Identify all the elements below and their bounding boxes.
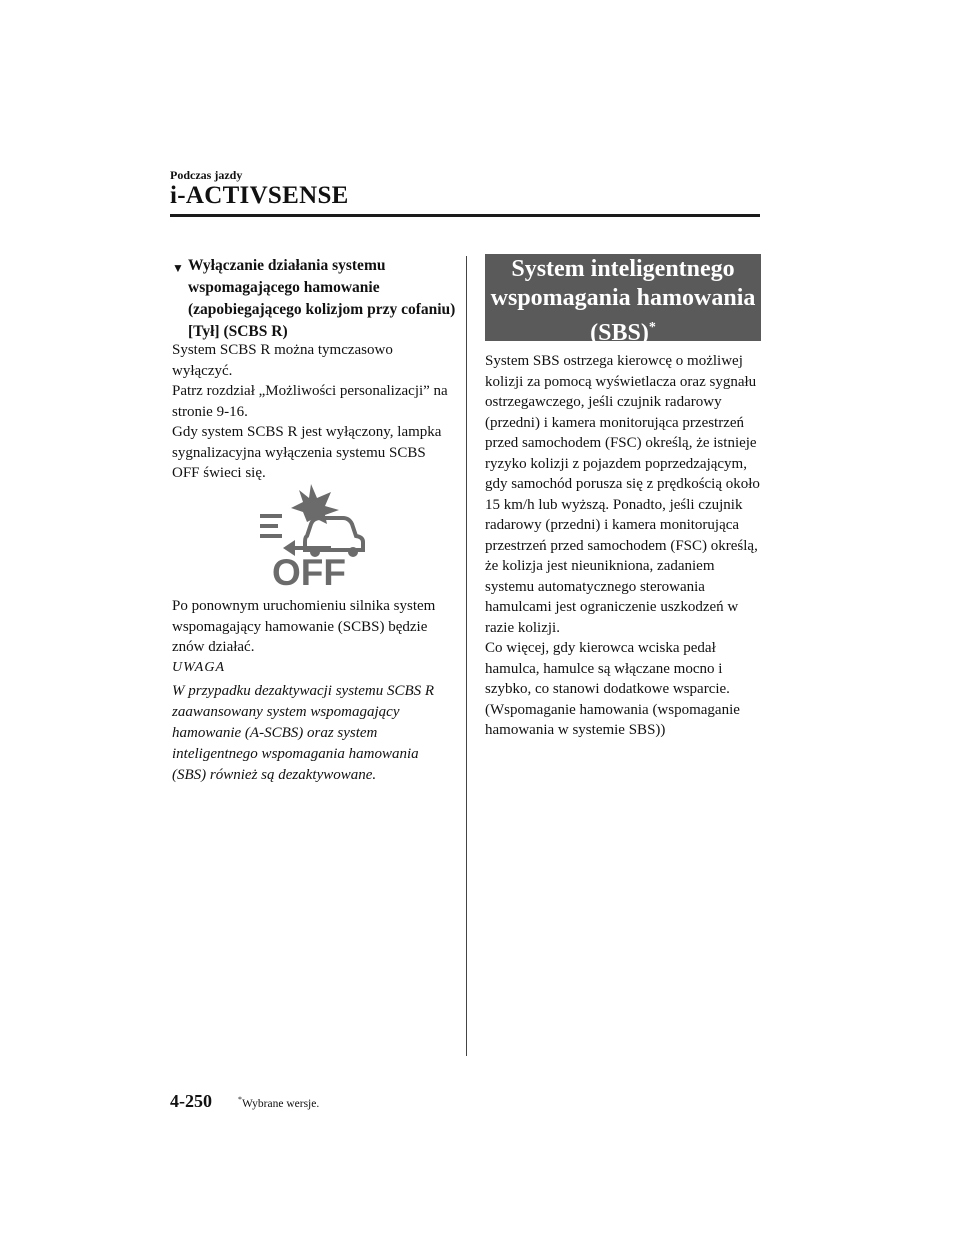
scbs-off-icon-graphic [255, 484, 365, 589]
paragraph-restart: Po ponownym uruchomieniu silnika system wspomagający hamowanie (SCBS) będzie znów działać. [172, 598, 436, 655]
banner-asterisk: * [648, 320, 656, 335]
footnote-text: Wybrane wersje. [242, 1097, 320, 1110]
subsection-heading [172, 255, 456, 343]
header-rule [170, 214, 760, 217]
footnote-asterisk: * [238, 1095, 242, 1104]
scbs-off-warning-icon [255, 484, 365, 589]
paragraph-sbs-description: System SBS ostrzega kierowcę o możliwej kolizji za pomocą wyświetlacza oraz sygnału ostrzegawczego, jeśli czujnik radarowy (przedni) i kamera monitorująca przestrzeń przed samochodem (FSC) określą, że istnieje ryzyko kolizji z pojazdem poprzedzającym, gdy samochód porusza się z prędkością około 15 km/h lub wyższą. Ponadto, jeśli czujnik radarowy (przedni) i kamera monitorująca przestrzeń przed samochodem (FSC) określą, że kolizja jest nieunikniona, zadaniem systemu automatycznego sterowania hamulcami jest ograniczenie uszkodzeń w razie kolizji. Co więcej, gdy kierowca wciska pedał hamulca, hamulce są włączane mocno i szybko, co stanowi dodatkowe wsparcie. (Wspomaganie hamowania (wspomaganie hamowania w systemie SBS)) [485, 353, 760, 738]
triangle-marker-icon: ▼ [172, 261, 184, 275]
paragraph-scbs-r-disable: System SCBS R można tymczasowo wyłączyć. Patrz rozdział „Możliwości personalizacji” na stronie 9-16. Gdy system SCBS R jest wyłączony, lampka sygnalizacyjna wyłączenia systemu SCBS OFF świeci się. [172, 342, 448, 481]
footnote [238, 1095, 319, 1110]
section-label: Podczas jazdy [170, 168, 243, 182]
page-number: 4-250 [170, 1091, 212, 1111]
column-divider [466, 256, 467, 1056]
chapter-title: i-ACTIVSENSE [170, 182, 349, 209]
note-title: UWAGA [172, 660, 226, 675]
banner-title: System inteligentnego wspomagania hamowania (SBS) [490, 256, 756, 346]
note-body: W przypadku dezaktywacji systemu SCBS R zaawansowany system wspomagający hamowanie (A-SCBS) oraz system inteligentnego wspomagania hamowania (SBS) również są dezaktywowane. [172, 683, 435, 783]
off-label: OFF [272, 552, 346, 589]
section-banner [485, 254, 761, 346]
subsection-heading-text: Wyłączanie działania systemu wspomagającego hamowanie (zapobiegającego kolizjom przy cofaniu) [Tył] (SCBS R) [188, 257, 456, 340]
